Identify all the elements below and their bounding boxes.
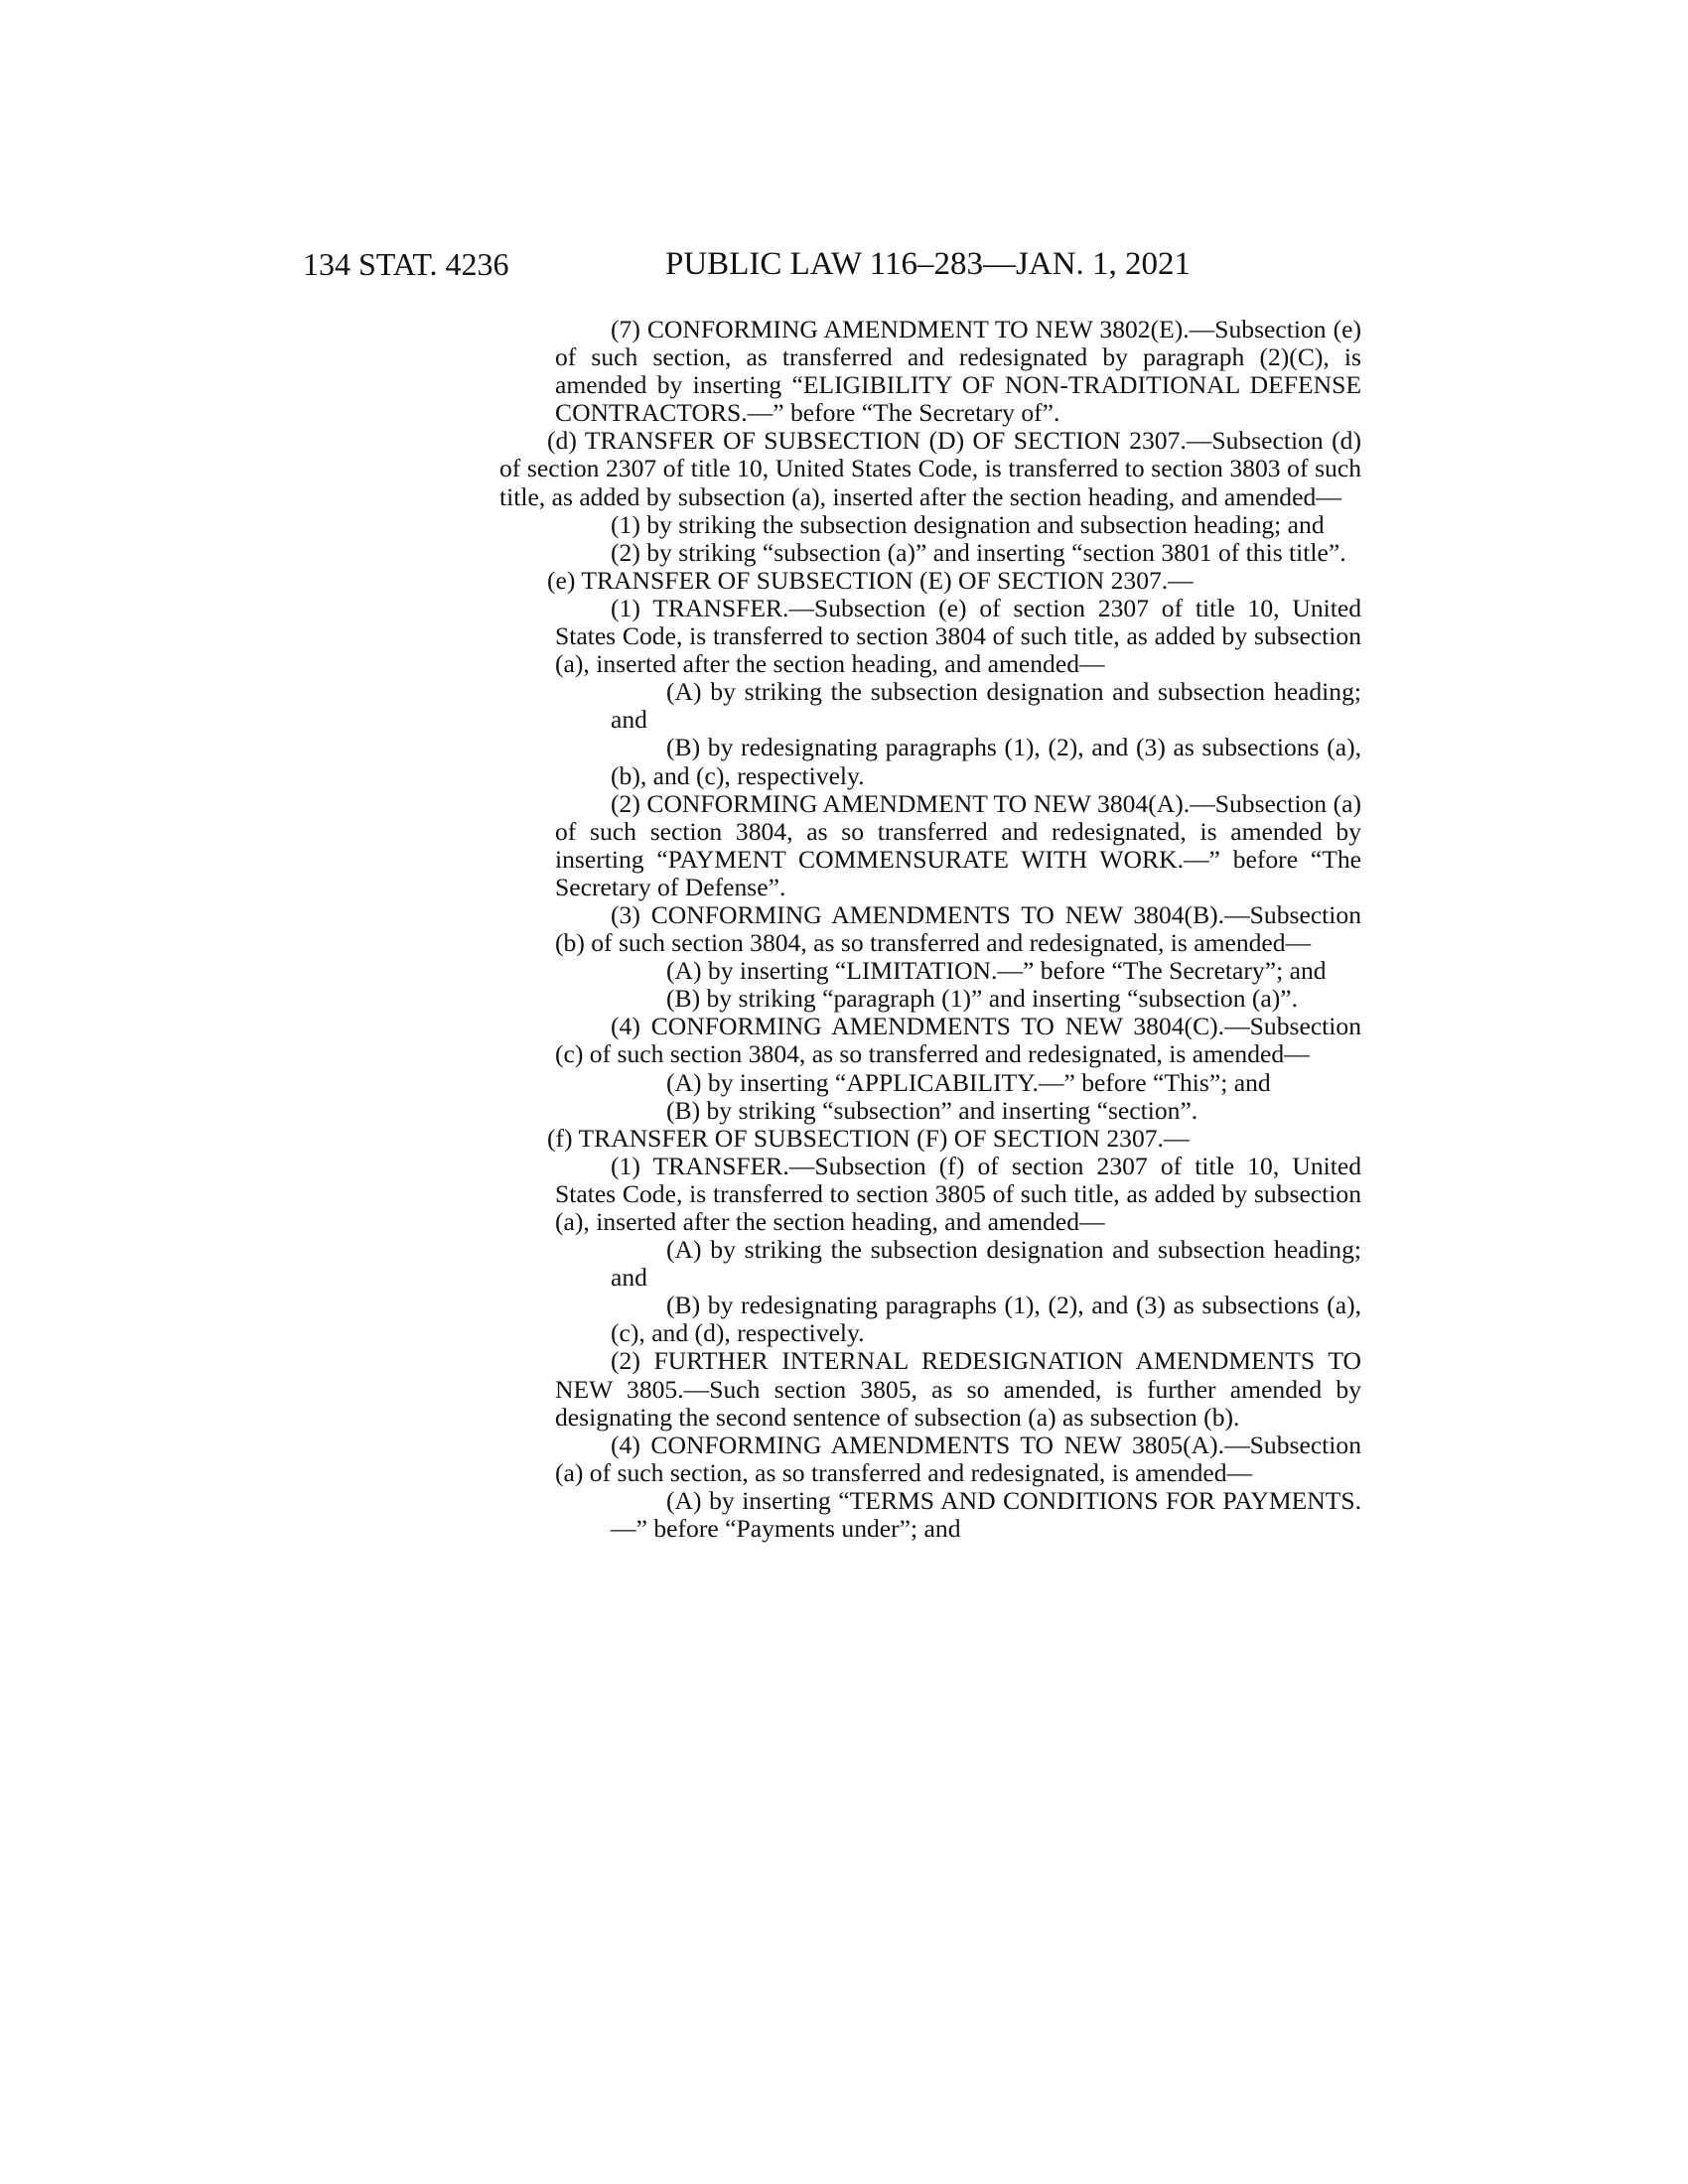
paragraph: (2) CONFORMING AMENDMENT TO NEW 3804(A).—Subsection (a) of such section 3804, as so transferred and redesignated, is amended by inserting “PAYMENT COMMENSURATE WITH WORK.—” before “The Secretary of Defense”. bbox=[555, 788, 1361, 901]
paragraph: (1) TRANSFER.—Subsection (f) of section 2307 of title 10, United States Code, is transferred to section 3805 of such title, as added by subsection (a), inserted after the section heading, and amended— bbox=[555, 1151, 1361, 1236]
paragraph: (B) by striking “subsection” and inserting “section”. bbox=[666, 1095, 1198, 1125]
document-body bbox=[499, 316, 1361, 1543]
paragraph: (7) CONFORMING AMENDMENT TO NEW 3802(E).—Subsection (e) of such section, as transferred and redesignated by paragraph (2)(C), is amended by inserting “ELIGIBILITY OF NON-TRADITIONAL DEFENSE CONTRACTORS.—” before “The Secretary of”. bbox=[555, 315, 1361, 428]
paragraph: (4) CONFORMING AMENDMENTS TO NEW 3804(C).—Subsection (c) of such section 3804, as so transferred and redesignated, is amended— bbox=[555, 1012, 1361, 1069]
paragraph: (3) CONFORMING AMENDMENTS TO NEW 3804(B).—Subsection (b) of such section 3804, as so transferred and redesignated, is amended— bbox=[555, 899, 1361, 958]
paragraph: (1) TRANSFER.—Subsection (e) of section 2307 of title 10, United States Code, is transferred to section 3804 of such title, as added by subsection (a), inserted after the section heading, and amended— bbox=[555, 593, 1361, 679]
page-header bbox=[303, 246, 1365, 290]
paragraph: (A) by inserting “LIMITATION.—” before “The Secretary”; and bbox=[666, 956, 1327, 986]
statute-page-number: 134 STAT. 4236 bbox=[303, 246, 509, 282]
paragraph: (2) FURTHER INTERNAL REDESIGNATION AMENDMENTS TO NEW 3805.—Such section 3805, as so amended, is further amended by designating the second sentence of subsection (a) as subsection (b). bbox=[555, 1346, 1361, 1432]
paragraph: (d) TRANSFER OF SUBSECTION (D) OF SECTION 2307.—Subsection (d) of section 2307 of title 10, United States Code, is transferred to section 3803 of such title, as added by subsection (a), inserted after the section heading, and amended— bbox=[499, 426, 1361, 511]
paragraph: (1) by striking the subsection designation and subsection heading; and bbox=[611, 509, 1325, 539]
paragraph: (A) by striking the subsection designation and subsection heading; and bbox=[611, 1235, 1361, 1293]
paragraph: (A) by striking the subsection designation and subsection heading; and bbox=[611, 677, 1361, 735]
paragraph: (B) by redesignating paragraphs (1), (2), and (3) as subsections (a), (c), and (d), respectively. bbox=[611, 1291, 1361, 1348]
paragraph: (4) CONFORMING AMENDMENTS TO NEW 3805(A).—Subsection (a) of such section, as so transferred and redesignated, is amended— bbox=[555, 1430, 1361, 1487]
paragraph: (f) TRANSFER OF SUBSECTION (F) OF SECTION 2307.— bbox=[547, 1123, 1190, 1153]
paragraph: (A) by inserting “APPLICABILITY.—” before “This”; and bbox=[666, 1067, 1271, 1097]
paragraph: (B) by redesignating paragraphs (1), (2), and (3) as subsections (a), (b), and (c), respectively. bbox=[611, 733, 1361, 790]
public-law-title: PUBLIC LAW 116–283—JAN. 1, 2021 bbox=[665, 246, 1192, 282]
paragraph: (A) by inserting “TERMS AND CONDITIONS FOR PAYMENTS.—” before “Payments under”; and bbox=[611, 1485, 1361, 1544]
paragraph: (B) by striking “paragraph (1)” and inserting “subsection (a)”. bbox=[666, 984, 1299, 1014]
paragraph: (2) by striking “subsection (a)” and inserting “section 3801 of this title”. bbox=[611, 537, 1346, 567]
paragraph: (e) TRANSFER OF SUBSECTION (E) OF SECTION 2307.— bbox=[547, 565, 1194, 595]
